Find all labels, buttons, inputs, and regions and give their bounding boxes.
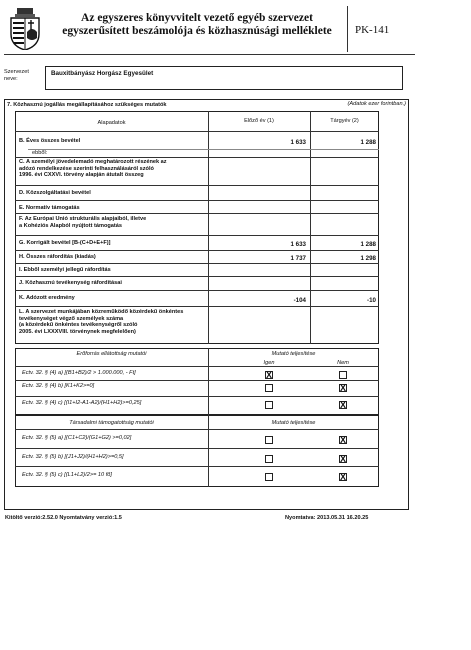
org-name-label <box>4 69 44 82</box>
row-l-label <box>19 309 183 335</box>
yes-column-label: Igen <box>263 360 275 366</box>
support-row-1-yes-checkbox[interactable] <box>265 436 273 444</box>
col-header-curr: Tárgyév (2) <box>330 118 359 124</box>
header-divider <box>347 6 348 52</box>
coat-of-arms-icon <box>8 8 42 50</box>
support-section-title: Társadalmi támogatottság mutatói <box>69 420 154 426</box>
row-b-label: B. Éves összes bevétel <box>19 138 81 144</box>
row-c-label <box>19 159 167 179</box>
section-title: 7. Közhasznú jogállás megállapításához szükséges mutatók <box>7 102 167 108</box>
resource-row-3-yes-checkbox[interactable] <box>265 401 273 409</box>
org-name-value: Bauxitbányász Horgász Egyesület <box>51 70 154 77</box>
row-k-curr[interactable]: -10 <box>367 297 376 304</box>
resource-fulfil-label: Mutató teljesítése <box>271 351 316 357</box>
col-header-prev: Előző év (1) <box>244 118 274 124</box>
row-c-line-3: 1996. évi CXXVI. törvény alapján átutalt összeg <box>19 172 144 179</box>
print-timestamp: Nyomtatva: 2013.05.31 16.20.25 <box>285 515 369 521</box>
resource-row-1-no-checkbox[interactable] <box>339 371 347 379</box>
support-fulfil-label: Mutató teljesítése <box>271 420 316 426</box>
row-c-line-2: adózó rendelkezése szerinti felhasználásáról szóló <box>19 165 154 172</box>
row-h-curr[interactable]: 1 298 <box>360 255 376 262</box>
row-line <box>15 213 379 214</box>
row-e-label: E. Normatív támogatás <box>19 205 80 211</box>
row-line <box>15 290 379 291</box>
row-g-prev[interactable]: 1 633 <box>290 241 306 248</box>
form-title-line-2: egyszerűsített beszámolója és közhasznúsági melléklete <box>62 25 332 37</box>
resource-row-2-label: Ectv. 32. § (4) b) [K1+K2>=0] <box>22 383 95 389</box>
support-row-3-yes-checkbox[interactable] <box>265 473 273 481</box>
row-k-prev[interactable]: -104 <box>293 297 306 304</box>
row-line <box>15 185 379 186</box>
header-rule <box>4 54 415 55</box>
resource-row-1-label: Ectv. 32. § (4) a) [(B1+B2)/2 > 1.000.000, - Ft] <box>22 370 136 376</box>
org-name-field[interactable] <box>45 66 403 90</box>
col-divider-1 <box>208 111 209 344</box>
row-line <box>28 149 379 150</box>
resource-row-2-no-checkbox[interactable]: X <box>340 383 347 393</box>
row-b-curr[interactable]: 1 288 <box>360 139 376 146</box>
col-header-item: Alapadatok <box>97 120 126 126</box>
support-row-2-label: Ectv. 32. § (5) b) [(J1+J2)/(H1+H2)>=0,5] <box>22 454 124 460</box>
support-row-1-no-checkbox[interactable]: X <box>340 435 347 445</box>
support-row-1-label: Ectv. 32. § (5) a) [(C1+C2)/(G1+G2) >=0,02] <box>22 435 132 441</box>
resource-row-3-no-checkbox[interactable]: X <box>340 400 347 410</box>
row-line <box>15 200 379 201</box>
row-line <box>15 131 379 132</box>
row-j-label: J. Közhasznú tevékenység ráfordításai <box>19 280 122 286</box>
row-b-sub-label: ebből: <box>32 150 48 156</box>
support-row-3-label: Ectv. 32. § (5) c) [(L1+L2)/2>= 10 fő] <box>22 472 112 478</box>
col-divider-1 <box>208 348 209 415</box>
software-version: Kitöltő verzió:2.52.0 Nyomtatvány verzió:1.5 <box>5 515 122 521</box>
row-line <box>15 366 379 367</box>
resource-row-3-label: Ectv. 32. § (4) c) [(I1+I2-A1-A2)/(H1+H2)>=0,25] <box>22 400 142 406</box>
row-c-line-1: C. A személyi jövedelemadó meghatározott részének az <box>19 159 167 165</box>
row-line <box>15 448 379 449</box>
form-code: PK-141 <box>355 24 390 36</box>
row-l-line-3: (a közérdekű önkéntes tevékenységről szóló <box>19 322 138 329</box>
row-h-prev[interactable]: 1 737 <box>290 255 306 262</box>
row-line <box>15 466 379 467</box>
support-row-2-yes-checkbox[interactable] <box>265 455 273 463</box>
resource-row-2-yes-checkbox[interactable] <box>265 384 273 392</box>
resource-row-1-yes-checkbox[interactable]: X <box>266 370 273 380</box>
row-line <box>15 276 379 277</box>
row-h-label: H. Összes ráfordítás (kiadás) <box>19 254 96 260</box>
row-line <box>15 235 379 236</box>
row-l-line-2: tevékenységet végző személyek száma <box>19 315 124 322</box>
no-column-label: Nem <box>337 360 349 366</box>
row-line <box>15 157 379 158</box>
unit-note: (Adatok ezer forintban.) <box>347 101 406 107</box>
col-divider-2 <box>310 111 311 344</box>
row-f-line-2: a Kohéziós Alapból nyújtott támogatás <box>19 222 122 229</box>
row-g-label: G. Korrigált bevétel [B-(C+D+E+F)] <box>19 240 111 246</box>
row-k-label: K. Adózott eredmény <box>19 295 75 301</box>
row-g-curr[interactable]: 1 288 <box>360 241 376 248</box>
org-name-label-line-1: Szervezet <box>4 69 29 75</box>
row-f-label <box>19 216 146 229</box>
row-line <box>15 380 379 381</box>
row-line <box>15 306 379 307</box>
row-line <box>15 250 379 251</box>
org-name-label-line-2: neve: <box>4 75 18 82</box>
form-title <box>52 12 342 38</box>
row-l-line-4: 2005. évi LXXXVIII. törvénynek megfelelően) <box>19 328 136 335</box>
support-row-2-no-checkbox[interactable]: X <box>340 454 347 464</box>
row-l-line-1: L. A szervezet munkájában közreműködő közérdekű önkéntes <box>19 309 184 315</box>
resource-section-title: Erőforrás ellátottság mutatói <box>76 351 147 357</box>
row-b-prev[interactable]: 1 633 <box>290 139 306 146</box>
row-line <box>15 429 379 430</box>
row-f-line-1: F. Az Európai Unió strukturális alapjaiból, illetve <box>19 216 147 222</box>
support-row-3-no-checkbox[interactable]: X <box>340 472 347 482</box>
row-d-label: D. Közszolgáltatási bevétel <box>19 190 91 196</box>
row-i-label: I. Ebből személyi jellegű ráfordítás <box>19 267 111 273</box>
form-title-line-1: Az egyszeres könyvvitelt vezető egyéb szervezet <box>81 12 313 24</box>
row-line <box>15 263 379 264</box>
row-line <box>15 396 379 397</box>
